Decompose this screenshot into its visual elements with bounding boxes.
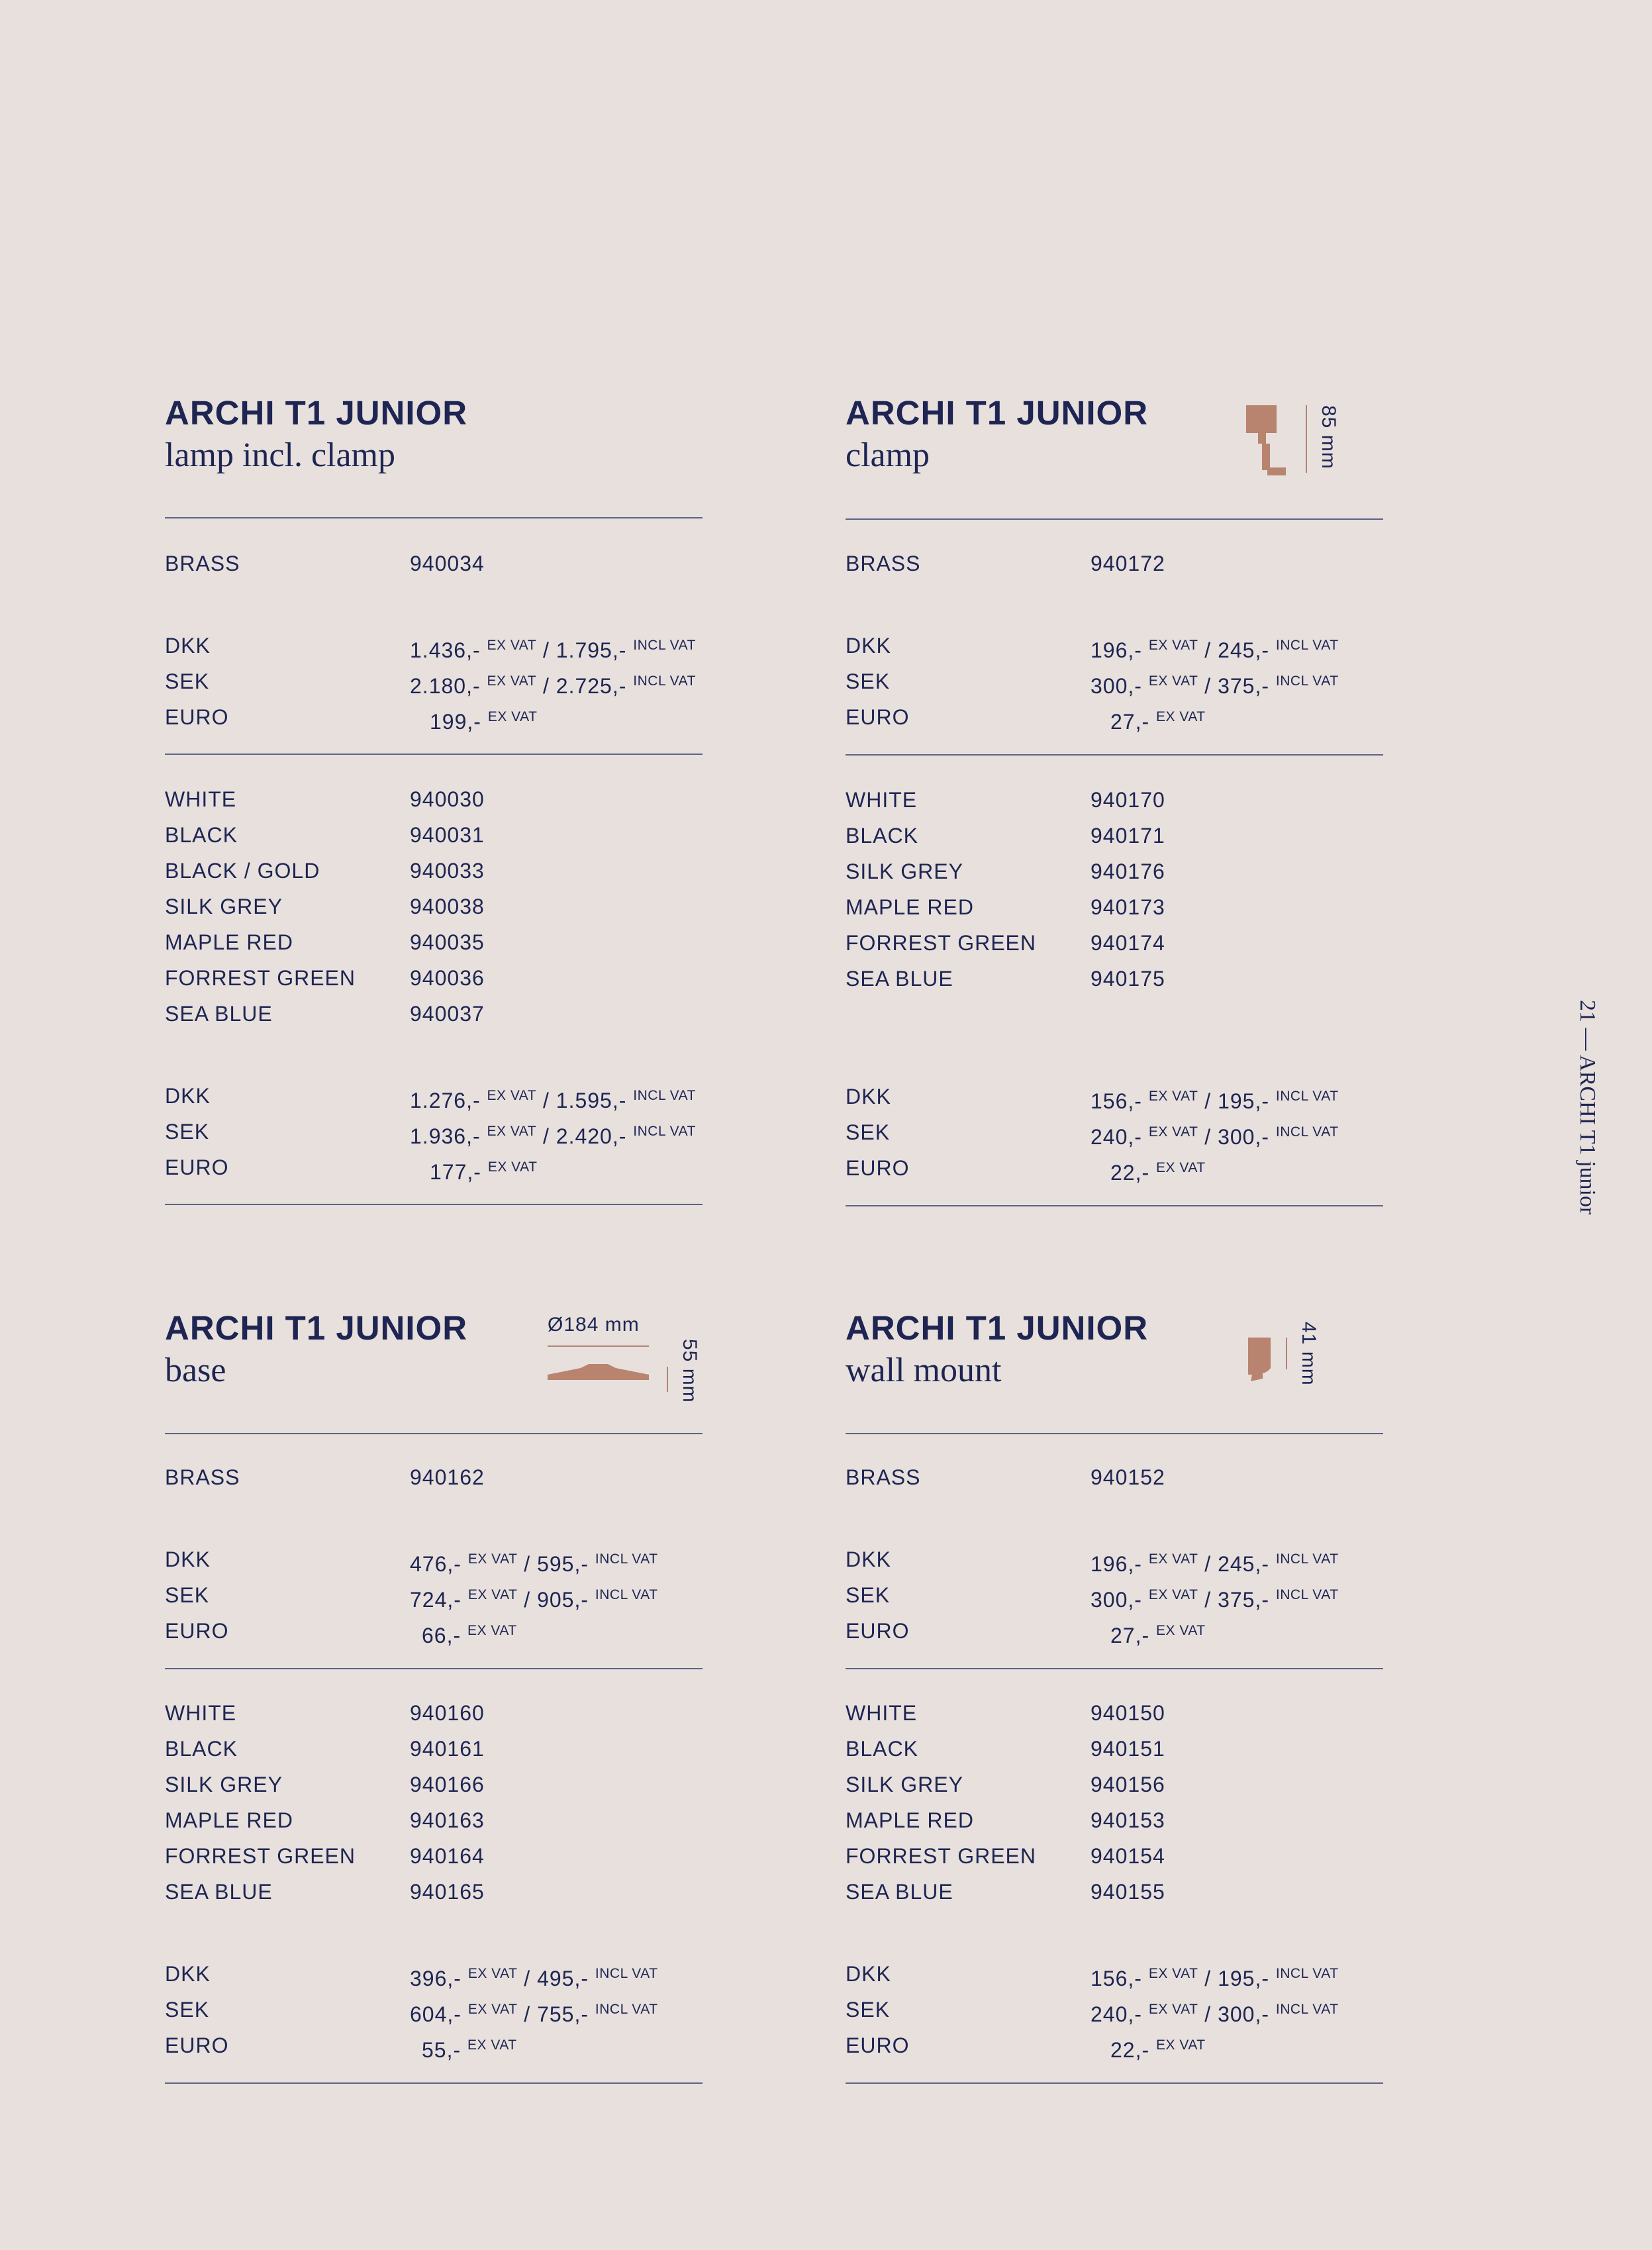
price-row-sek: SEK 724,- $^{EX VAT}$ / 905,- $^{INCL VAT}$: [165, 1579, 703, 1612]
ex-vat-tag: EX VAT: [487, 1124, 537, 1139]
color-label: SEA BLUE: [165, 1002, 273, 1026]
item-code: 940153: [1091, 1808, 1165, 1832]
item-code: 940030: [410, 787, 485, 811]
color-row: [165, 1875, 703, 1908]
price-ex-vat: 1.276,-: [410, 1089, 481, 1112]
color-row: [846, 926, 1383, 959]
price-ex-vat: 196,-: [1091, 638, 1142, 662]
divider: [165, 754, 703, 755]
color-row: [846, 962, 1383, 995]
dimension-line: [1286, 1338, 1287, 1369]
color-label: MAPLE RED: [846, 1808, 974, 1832]
item-code: 940164: [410, 1844, 485, 1868]
dimension-height: 55 mm: [679, 1339, 701, 1403]
ex-vat-tag: EX VAT: [487, 709, 538, 724]
currency-label: EURO: [165, 2033, 229, 2057]
currency-label: SEK: [846, 669, 891, 693]
item-code: 940156: [1091, 1773, 1165, 1796]
incl-vat-tag: INCL VAT: [595, 1587, 658, 1602]
price-ex-vat: 22,-: [1110, 2038, 1150, 2062]
color-row: [165, 1696, 703, 1730]
currency-label: EURO: [846, 2033, 910, 2057]
ex-vat-tag: EX VAT: [1148, 1587, 1198, 1602]
currency-label: EURO: [846, 1619, 910, 1643]
currency-label: DKK: [165, 1084, 211, 1108]
price-ex-vat: 55,-: [422, 2038, 462, 2062]
ex-vat-tag: EX VAT: [1148, 1124, 1198, 1140]
price-row-euro: [165, 1614, 703, 1647]
ex-vat-tag: EX VAT: [1156, 1160, 1206, 1175]
ex-vat-tag: EX VAT: [487, 638, 537, 653]
ex-vat-tag: EX VAT: [1148, 638, 1198, 653]
color-row: [165, 1732, 703, 1765]
price-incl-vat: 595,-: [537, 1552, 589, 1576]
item-code: 940176: [1091, 859, 1165, 883]
color-row: [165, 961, 703, 995]
item-code: 940150: [1091, 1701, 1165, 1725]
incl-vat-tag: INCL VAT: [1275, 1966, 1339, 1981]
item-code: 940173: [1091, 895, 1165, 919]
price-incl-vat: 1.795,-: [556, 638, 627, 662]
price-row-dkk: DKK 196,- $^{EX VAT}$ / 245,- $^{INCL VAT}$: [846, 629, 1383, 662]
wall-mount-icon: [1248, 1338, 1271, 1384]
price-ex-vat: 2.180,-: [410, 674, 481, 698]
color-label: SEA BLUE: [846, 967, 953, 991]
price-incl-vat: 1.595,-: [556, 1089, 627, 1112]
incl-vat-tag: INCL VAT: [1275, 638, 1339, 653]
price-incl-vat: 755,-: [537, 2002, 589, 2026]
price-ex-vat: 240,-: [1091, 2002, 1142, 2026]
divider: [165, 1668, 703, 1669]
ex-vat-tag: EX VAT: [467, 1587, 518, 1602]
currency-label: DKK: [846, 1547, 891, 1571]
incl-vat-tag: INCL VAT: [595, 1551, 658, 1567]
divider: [165, 517, 703, 518]
price-ex-vat: 66,-: [422, 1624, 462, 1647]
price-ex-vat: 724,-: [410, 1588, 462, 1612]
item-code: 940034: [410, 552, 485, 575]
product-base: [165, 1311, 703, 2086]
ex-vat-tag: EX VAT: [1156, 2037, 1206, 2053]
price-ex-vat: 156,-: [1091, 1089, 1142, 1113]
color-row: [846, 1696, 1383, 1730]
item-code: 940171: [1091, 824, 1165, 848]
ex-vat-tag: EX VAT: [467, 1966, 518, 1981]
currency-label: EURO: [846, 1156, 910, 1180]
price-incl-vat: 245,-: [1218, 1552, 1270, 1576]
price-row-dkk: DKK 156,- $^{EX VAT}$ / 195,- $^{INCL VAT}$: [846, 1080, 1383, 1113]
price-incl-vat: 195,-: [1218, 1967, 1270, 1990]
color-label: FORREST GREEN: [846, 1844, 1036, 1868]
item-code: 940035: [410, 930, 485, 954]
currency-label: DKK: [165, 1547, 211, 1571]
color-label: MAPLE RED: [846, 895, 974, 919]
price-ex-vat: 1.936,-: [410, 1124, 481, 1148]
price-row-dkk: DKK 156,- $^{EX VAT}$ / 195,- $^{INCL VAT}$: [846, 1957, 1383, 1990]
dimension-diameter: Ø184 mm: [548, 1314, 640, 1336]
ex-vat-tag: EX VAT: [1148, 1551, 1198, 1567]
price-incl-vat: 495,-: [537, 1967, 589, 1990]
incl-vat-tag: INCL VAT: [1275, 1124, 1339, 1140]
color-row: [165, 854, 703, 887]
color-row: [846, 891, 1383, 924]
color-label: SILK GREY: [846, 1773, 963, 1796]
color-label: SILK GREY: [165, 895, 283, 918]
price-row-sek: SEK 240,- $^{EX VAT}$ / 300,- $^{INCL VAT}$: [846, 1993, 1383, 2026]
clamp-icon: [1246, 405, 1286, 478]
item-code: 940037: [410, 1002, 485, 1026]
price-incl-vat: 375,-: [1218, 674, 1270, 698]
item-code: 940160: [410, 1701, 485, 1725]
price-incl-vat: 300,-: [1218, 2002, 1270, 2026]
incl-vat-tag: INCL VAT: [595, 2002, 658, 2017]
ex-vat-tag: EX VAT: [487, 1088, 537, 1103]
incl-vat-tag: INCL VAT: [633, 1124, 696, 1139]
incl-vat-tag: INCL VAT: [633, 1088, 696, 1103]
finish-label: BRASS: [165, 552, 240, 575]
color-label: WHITE: [846, 1701, 918, 1725]
price-incl-vat: 245,-: [1218, 638, 1270, 662]
color-row: [165, 1768, 703, 1801]
incl-vat-tag: INCL VAT: [1275, 1089, 1339, 1104]
ex-vat-tag: EX VAT: [467, 2002, 518, 2017]
currency-label: DKK: [165, 1962, 211, 1986]
price-incl-vat: 2.725,-: [556, 674, 627, 698]
price-ex-vat: 476,-: [410, 1552, 462, 1576]
color-label: SILK GREY: [846, 859, 963, 883]
ex-vat-tag: EX VAT: [1148, 1966, 1198, 1981]
page-label: 21 — ARCHI T1 junior: [1575, 1000, 1600, 1215]
color-row: [165, 1804, 703, 1837]
incl-vat-tag: INCL VAT: [1275, 1587, 1339, 1602]
color-row: [165, 997, 703, 1030]
finish-label: BRASS: [846, 1465, 921, 1489]
color-label: BLACK: [165, 823, 238, 847]
item-code: 940162: [410, 1465, 485, 1489]
incl-vat-tag: INCL VAT: [1275, 673, 1339, 689]
color-row: [165, 818, 703, 852]
price-ex-vat: 27,-: [1110, 1624, 1150, 1647]
price-incl-vat: 300,-: [1218, 1125, 1270, 1149]
currency-label: SEK: [846, 1583, 891, 1607]
item-code: 940033: [410, 859, 485, 883]
price-row-euro: [846, 2029, 1383, 2062]
product-title: ARCHI T1 JUNIOR: [846, 394, 1149, 432]
price-row-sek: SEK 604,- $^{EX VAT}$ / 755,- $^{INCL VAT}$: [165, 1993, 703, 2026]
currency-label: SEK: [165, 669, 210, 693]
item-code: 940151: [1091, 1737, 1165, 1761]
color-label: SEA BLUE: [846, 1880, 953, 1904]
color-label: FORREST GREEN: [165, 966, 356, 990]
color-row: [846, 819, 1383, 852]
color-row: [165, 926, 703, 959]
color-label: FORREST GREEN: [846, 931, 1036, 955]
divider: [846, 1668, 1383, 1669]
product-title: ARCHI T1 JUNIOR: [165, 1309, 468, 1347]
currency-label: SEK: [165, 1583, 210, 1607]
dimension-line: [548, 1345, 649, 1347]
currency-label: EURO: [846, 705, 910, 729]
price-ex-vat: 1.436,-: [410, 638, 481, 662]
price-ex-vat: 396,-: [410, 1967, 462, 1990]
ex-vat-tag: EX VAT: [1148, 1089, 1198, 1104]
color-row: [846, 855, 1383, 888]
dimension-height: 85 mm: [1318, 405, 1339, 469]
incl-vat-tag: INCL VAT: [633, 673, 696, 689]
price-ex-vat: 27,-: [1110, 710, 1150, 734]
item-code: 940163: [410, 1808, 485, 1832]
product-subtitle: base: [165, 1351, 226, 1389]
currency-label: SEK: [165, 1998, 210, 2022]
price-row-euro: [165, 2029, 703, 2062]
item-code: 940154: [1091, 1844, 1165, 1868]
color-label: SEA BLUE: [165, 1880, 273, 1904]
price-row-sek: SEK 1.936,- $^{EX VAT}$ / 2.420,- $^{INCL VAT}$: [165, 1115, 703, 1148]
price-ex-vat: 199,-: [430, 710, 481, 734]
color-row: [165, 890, 703, 923]
incl-vat-tag: INCL VAT: [595, 1966, 658, 1981]
price-incl-vat: 2.420,-: [556, 1124, 627, 1148]
brass-row: [165, 1461, 703, 1494]
ex-vat-tag: EX VAT: [1156, 1623, 1206, 1638]
dimension-height: 41 mm: [1298, 1322, 1320, 1386]
price-row-euro: [846, 701, 1383, 734]
product-title: ARCHI T1 JUNIOR: [846, 1309, 1149, 1347]
color-row: [846, 1732, 1383, 1765]
product-title: ARCHI T1 JUNIOR: [165, 394, 468, 432]
brass-row: [846, 1461, 1383, 1494]
color-label: MAPLE RED: [165, 1808, 293, 1832]
price-incl-vat: 195,-: [1218, 1089, 1270, 1113]
color-row: [165, 783, 703, 816]
price-ex-vat: 177,-: [430, 1160, 481, 1184]
price-row-sek: SEK 240,- $^{EX VAT}$ / 300,- $^{INCL VAT}$: [846, 1116, 1383, 1149]
price-incl-vat: 375,-: [1218, 1588, 1270, 1612]
product-subtitle: clamp: [846, 436, 930, 474]
color-label: WHITE: [165, 787, 237, 811]
currency-label: SEK: [846, 1120, 891, 1144]
price-row-dkk: DKK 196,- $^{EX VAT}$ / 245,- $^{INCL VAT}$: [846, 1543, 1383, 1576]
item-code: 940166: [410, 1773, 485, 1796]
incl-vat-tag: INCL VAT: [1275, 1551, 1339, 1567]
price-row-sek: SEK 300,- $^{EX VAT}$ / 375,- $^{INCL VAT}$: [846, 665, 1383, 698]
color-label: WHITE: [165, 1701, 237, 1725]
brass-row: [846, 547, 1383, 580]
price-incl-vat: 905,-: [537, 1588, 589, 1612]
color-label: SILK GREY: [165, 1773, 283, 1796]
color-label: WHITE: [846, 788, 918, 812]
color-label: BLACK: [165, 1737, 238, 1761]
divider: [846, 2082, 1383, 2084]
item-code: 940152: [1091, 1465, 1165, 1489]
ex-vat-tag: EX VAT: [467, 1623, 517, 1638]
color-label: BLACK: [846, 1737, 918, 1761]
product-subtitle: wall mount: [846, 1351, 1002, 1389]
finish-label: BRASS: [165, 1465, 240, 1489]
price-row-dkk: DKK 476,- $^{EX VAT}$ / 595,- $^{INCL VAT}$: [165, 1543, 703, 1576]
divider: [165, 1204, 703, 1205]
item-code: 940174: [1091, 931, 1165, 955]
item-code: 940172: [1091, 552, 1165, 575]
dimension-line: [1306, 405, 1307, 473]
ex-vat-tag: EX VAT: [467, 2037, 517, 2053]
currency-label: DKK: [165, 634, 211, 658]
color-row: [846, 1875, 1383, 1908]
ex-vat-tag: EX VAT: [1148, 673, 1198, 689]
currency-label: SEK: [165, 1120, 210, 1144]
price-row-euro: [165, 701, 703, 734]
currency-label: DKK: [846, 1085, 891, 1108]
price-row-dkk: DKK 1.276,- $^{EX VAT}$ / 1.595,- $^{INCL VAT}$: [165, 1079, 703, 1112]
ex-vat-tag: EX VAT: [467, 1551, 518, 1567]
product-clamp: [846, 396, 1383, 1210]
price-ex-vat: 300,-: [1091, 1588, 1142, 1612]
price-row-dkk: DKK 396,- $^{EX VAT}$ / 495,- $^{INCL VAT}$: [165, 1957, 703, 1990]
color-row: [846, 783, 1383, 816]
price-row-euro: [165, 1151, 703, 1184]
divider: [846, 1205, 1383, 1206]
price-row-euro: [846, 1151, 1383, 1185]
currency-label: DKK: [846, 1962, 891, 1986]
price-row-euro: [846, 1614, 1383, 1647]
color-row: [846, 1839, 1383, 1873]
color-label: BLACK / GOLD: [165, 859, 320, 883]
price-ex-vat: 300,-: [1091, 674, 1142, 698]
product-wall-mount: [846, 1311, 1383, 2086]
currency-label: DKK: [846, 634, 891, 658]
color-row: [846, 1768, 1383, 1801]
dimension-line: [667, 1367, 668, 1392]
currency-label: EURO: [165, 705, 229, 729]
base-icon: [548, 1364, 649, 1380]
item-code: 940038: [410, 895, 485, 918]
price-row-sek: SEK 300,- $^{EX VAT}$ / 375,- $^{INCL VAT}$: [846, 1579, 1383, 1612]
item-code: 940165: [410, 1880, 485, 1904]
divider: [846, 518, 1383, 520]
color-label: BLACK: [846, 824, 918, 848]
price-ex-vat: 22,-: [1110, 1161, 1150, 1185]
divider: [165, 2082, 703, 2084]
currency-label: EURO: [165, 1155, 229, 1179]
price-row-sek: SEK 2.180,- $^{EX VAT}$ / 2.725,- $^{INCL VAT}$: [165, 665, 703, 698]
incl-vat-tag: INCL VAT: [1275, 2002, 1339, 2017]
divider: [846, 754, 1383, 756]
price-ex-vat: 196,-: [1091, 1552, 1142, 1576]
divider: [165, 1433, 703, 1434]
price-ex-vat: 156,-: [1091, 1967, 1142, 1990]
price-row-dkk: DKK 1.436,- $^{EX VAT}$ / 1.795,- $^{INCL VAT}$: [165, 629, 703, 662]
ex-vat-tag: EX VAT: [487, 673, 537, 689]
product-subtitle: lamp incl. clamp: [165, 436, 396, 474]
color-label: FORREST GREEN: [165, 1844, 356, 1868]
item-code: 940175: [1091, 967, 1165, 991]
item-code: 940155: [1091, 1880, 1165, 1904]
color-row: [846, 1804, 1383, 1837]
price-ex-vat: 604,-: [410, 2002, 462, 2026]
product-lamp-incl-clamp: [165, 396, 703, 1210]
currency-label: SEK: [846, 1998, 891, 2022]
item-code: 940161: [410, 1737, 485, 1761]
ex-vat-tag: EX VAT: [1148, 2002, 1198, 2017]
color-label: MAPLE RED: [165, 930, 293, 954]
color-row: [165, 1839, 703, 1873]
finish-label: BRASS: [846, 552, 921, 575]
incl-vat-tag: INCL VAT: [633, 638, 696, 653]
item-code: 940036: [410, 966, 485, 990]
brass-row: [165, 547, 703, 580]
ex-vat-tag: EX VAT: [487, 1159, 538, 1175]
ex-vat-tag: EX VAT: [1156, 709, 1206, 724]
divider: [846, 1433, 1383, 1434]
price-ex-vat: 240,-: [1091, 1125, 1142, 1149]
item-code: 940031: [410, 823, 485, 847]
currency-label: EURO: [165, 1619, 229, 1643]
item-code: 940170: [1091, 788, 1165, 812]
